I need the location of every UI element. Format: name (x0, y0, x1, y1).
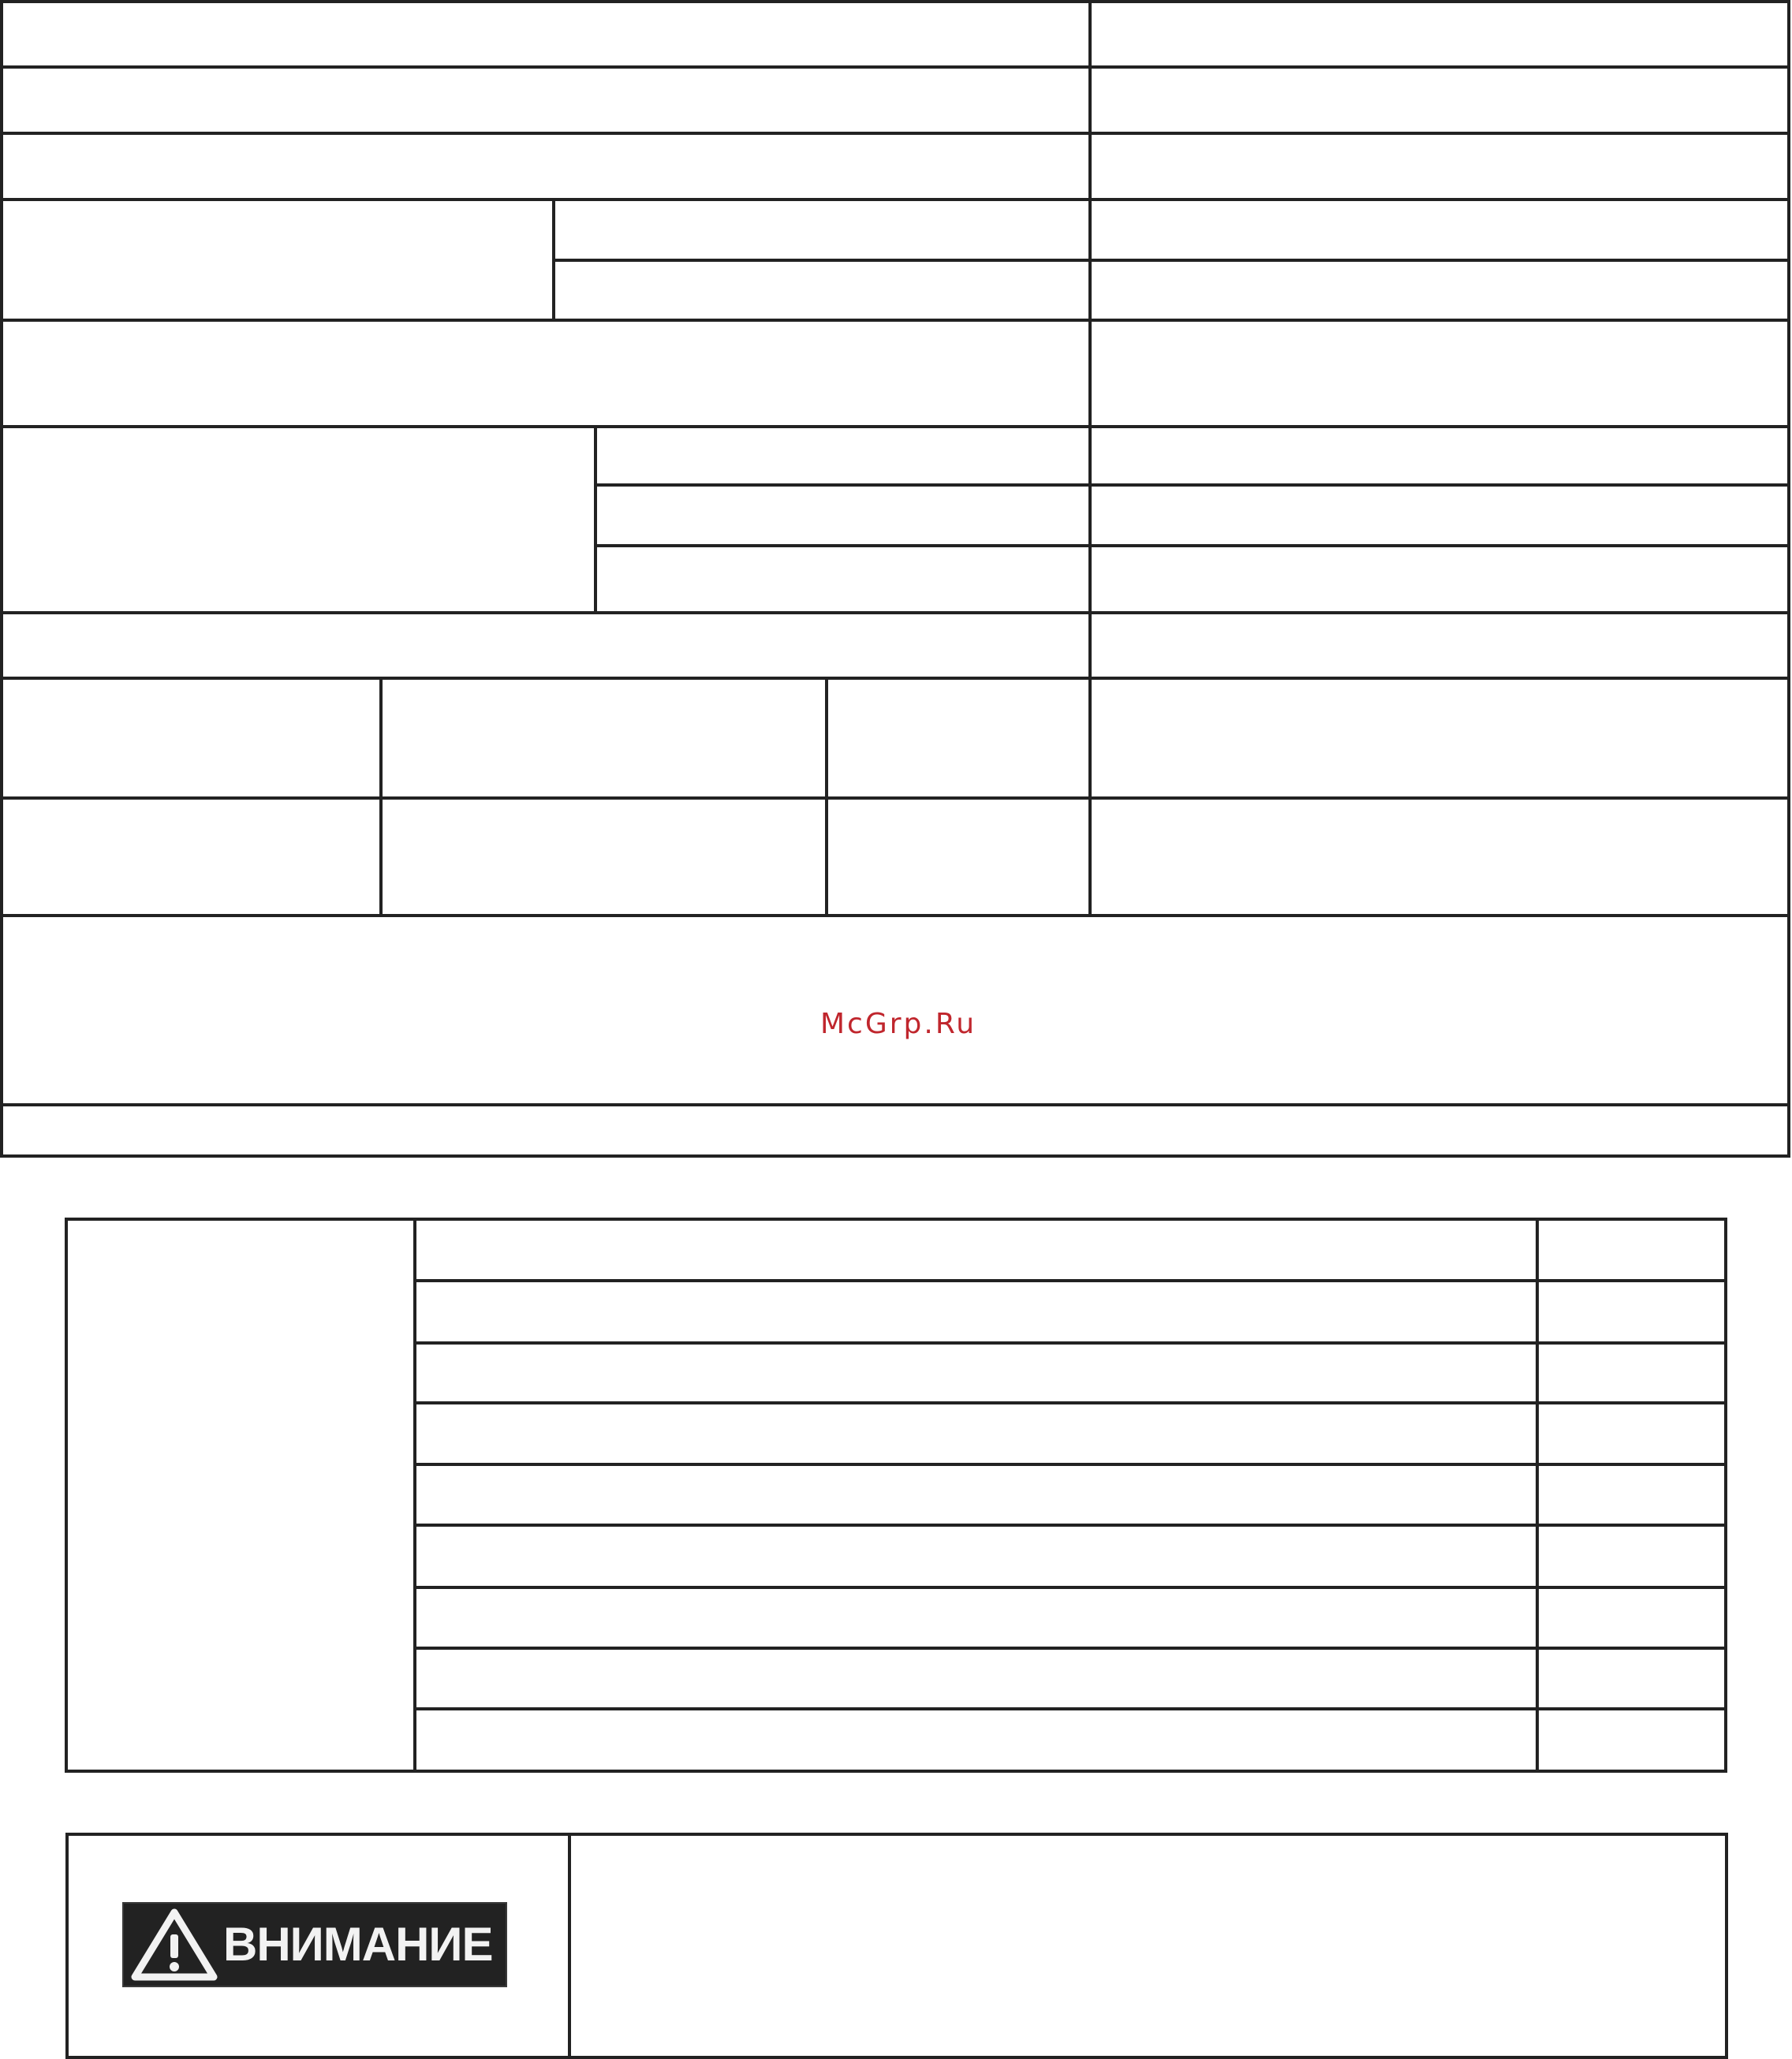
warning-triangle-icon (130, 1908, 218, 1982)
warning-label: ВНИМАНИЕ (223, 1918, 493, 1971)
contents-table (66, 1219, 1726, 1771)
specifications-table-border (2, 2, 1789, 1156)
specifications-table (2, 2, 1789, 1156)
watermark-text: McGrp.Ru (820, 1008, 977, 1040)
contents-table-border (66, 1219, 1726, 1771)
warning-badge (124, 1904, 506, 1986)
